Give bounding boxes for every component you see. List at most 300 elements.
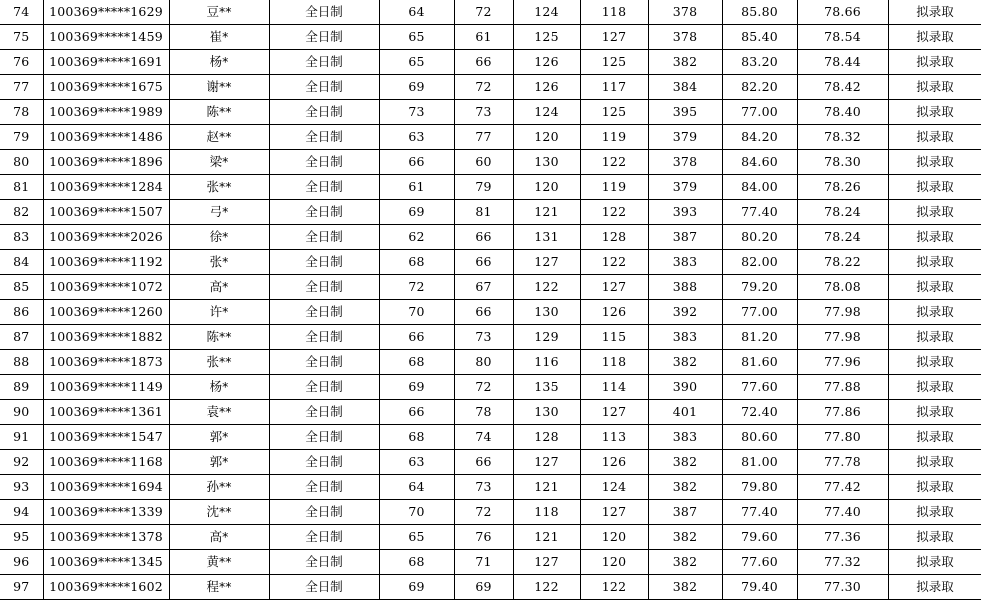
- score-politics-cell: 72: [379, 275, 454, 300]
- score-subject1-cell: 127: [513, 450, 580, 475]
- candidate-id-cell: 100369*****1339: [43, 500, 169, 525]
- initial-total-cell: 382: [648, 550, 722, 575]
- score-politics-cell: 63: [379, 450, 454, 475]
- score-subject1-cell: 121: [513, 525, 580, 550]
- candidate-id-cell: 100369*****1694: [43, 475, 169, 500]
- candidate-id-cell: 100369*****1072: [43, 275, 169, 300]
- study-mode-cell: 全日制: [269, 200, 379, 225]
- candidate-id-cell: 100369*****1345: [43, 550, 169, 575]
- score-foreign-lang-cell: 60: [454, 150, 513, 175]
- candidate-id-cell: 100369*****1260: [43, 300, 169, 325]
- score-subject1-cell: 118: [513, 500, 580, 525]
- score-foreign-lang-cell: 74: [454, 425, 513, 450]
- candidate-id-cell: 100369*****1873: [43, 350, 169, 375]
- table-row: [0, 475, 981, 500]
- final-score-cell: 77.98: [797, 325, 888, 350]
- score-subject2-cell: 122: [580, 575, 648, 600]
- admission-status-cell: 拟录取: [888, 0, 981, 25]
- study-mode-cell: 全日制: [269, 250, 379, 275]
- candidate-id-cell: 100369*****1149: [43, 375, 169, 400]
- seq-cell: 85: [0, 275, 43, 300]
- candidate-id-cell: 100369*****1547: [43, 425, 169, 450]
- interview-score-cell: 81.00: [722, 450, 797, 475]
- score-subject1-cell: 124: [513, 100, 580, 125]
- score-subject2-cell: 118: [580, 0, 648, 25]
- score-politics-cell: 73: [379, 100, 454, 125]
- name-cell: 袁**: [169, 400, 269, 425]
- initial-total-cell: 378: [648, 25, 722, 50]
- initial-total-cell: 401: [648, 400, 722, 425]
- initial-total-cell: 382: [648, 475, 722, 500]
- score-subject1-cell: 122: [513, 275, 580, 300]
- interview-score-cell: 84.00: [722, 175, 797, 200]
- score-politics-cell: 68: [379, 250, 454, 275]
- interview-score-cell: 80.60: [722, 425, 797, 450]
- seq-cell: 94: [0, 500, 43, 525]
- study-mode-cell: 全日制: [269, 525, 379, 550]
- score-subject2-cell: 115: [580, 325, 648, 350]
- name-cell: 崔*: [169, 25, 269, 50]
- score-politics-cell: 69: [379, 575, 454, 600]
- admission-status-cell: 拟录取: [888, 400, 981, 425]
- score-subject1-cell: 121: [513, 475, 580, 500]
- score-foreign-lang-cell: 66: [454, 225, 513, 250]
- admission-status-cell: 拟录取: [888, 275, 981, 300]
- name-cell: 张**: [169, 350, 269, 375]
- score-politics-cell: 70: [379, 300, 454, 325]
- study-mode-cell: 全日制: [269, 325, 379, 350]
- seq-cell: 92: [0, 450, 43, 475]
- score-politics-cell: 65: [379, 525, 454, 550]
- candidate-id-cell: 100369*****2026: [43, 225, 169, 250]
- interview-score-cell: 85.80: [722, 0, 797, 25]
- admission-status-cell: 拟录取: [888, 200, 981, 225]
- initial-total-cell: 383: [648, 250, 722, 275]
- final-score-cell: 78.42: [797, 75, 888, 100]
- score-foreign-lang-cell: 66: [454, 50, 513, 75]
- admission-status-cell: 拟录取: [888, 500, 981, 525]
- table-row: [0, 50, 981, 75]
- table-row: [0, 375, 981, 400]
- name-cell: 弓*: [169, 200, 269, 225]
- score-subject1-cell: 121: [513, 200, 580, 225]
- name-cell: 陈**: [169, 325, 269, 350]
- score-subject2-cell: 114: [580, 375, 648, 400]
- score-politics-cell: 68: [379, 550, 454, 575]
- score-foreign-lang-cell: 72: [454, 375, 513, 400]
- name-cell: 程**: [169, 575, 269, 600]
- study-mode-cell: 全日制: [269, 150, 379, 175]
- table-row: [0, 125, 981, 150]
- score-subject2-cell: 127: [580, 400, 648, 425]
- interview-score-cell: 77.60: [722, 375, 797, 400]
- seq-cell: 91: [0, 425, 43, 450]
- admission-status-cell: 拟录取: [888, 125, 981, 150]
- admission-status-cell: 拟录取: [888, 325, 981, 350]
- admission-status-cell: 拟录取: [888, 150, 981, 175]
- seq-cell: 90: [0, 400, 43, 425]
- table-row: [0, 150, 981, 175]
- admission-status-cell: 拟录取: [888, 225, 981, 250]
- table-row: [0, 75, 981, 100]
- name-cell: 张*: [169, 250, 269, 275]
- score-subject2-cell: 126: [580, 450, 648, 475]
- table-row: [0, 525, 981, 550]
- score-politics-cell: 69: [379, 375, 454, 400]
- candidate-id-cell: 100369*****1284: [43, 175, 169, 200]
- table-row: [0, 300, 981, 325]
- seq-cell: 77: [0, 75, 43, 100]
- admission-status-cell: 拟录取: [888, 525, 981, 550]
- table-row: [0, 550, 981, 575]
- candidate-id-cell: 100369*****1378: [43, 525, 169, 550]
- table-row: [0, 0, 981, 25]
- score-subject1-cell: 120: [513, 125, 580, 150]
- study-mode-cell: 全日制: [269, 450, 379, 475]
- seq-cell: 88: [0, 350, 43, 375]
- study-mode-cell: 全日制: [269, 75, 379, 100]
- name-cell: 豆**: [169, 0, 269, 25]
- score-subject1-cell: 129: [513, 325, 580, 350]
- initial-total-cell: 392: [648, 300, 722, 325]
- initial-total-cell: 387: [648, 500, 722, 525]
- initial-total-cell: 378: [648, 0, 722, 25]
- seq-cell: 95: [0, 525, 43, 550]
- seq-cell: 87: [0, 325, 43, 350]
- score-subject1-cell: 130: [513, 300, 580, 325]
- score-subject2-cell: 122: [580, 200, 648, 225]
- admission-status-cell: 拟录取: [888, 575, 981, 600]
- name-cell: 杨*: [169, 50, 269, 75]
- admission-status-cell: 拟录取: [888, 375, 981, 400]
- admission-status-cell: 拟录取: [888, 350, 981, 375]
- score-subject1-cell: 130: [513, 400, 580, 425]
- initial-total-cell: 378: [648, 150, 722, 175]
- interview-score-cell: 77.60: [722, 550, 797, 575]
- score-subject1-cell: 120: [513, 175, 580, 200]
- score-subject2-cell: 117: [580, 75, 648, 100]
- score-subject2-cell: 122: [580, 150, 648, 175]
- candidate-id-cell: 100369*****1896: [43, 150, 169, 175]
- score-politics-cell: 70: [379, 500, 454, 525]
- name-cell: 梁*: [169, 150, 269, 175]
- study-mode-cell: 全日制: [269, 25, 379, 50]
- name-cell: 陈**: [169, 100, 269, 125]
- interview-score-cell: 84.20: [722, 125, 797, 150]
- study-mode-cell: 全日制: [269, 400, 379, 425]
- final-score-cell: 78.24: [797, 225, 888, 250]
- initial-total-cell: 382: [648, 525, 722, 550]
- initial-total-cell: 388: [648, 275, 722, 300]
- initial-total-cell: 382: [648, 575, 722, 600]
- name-cell: 高*: [169, 525, 269, 550]
- study-mode-cell: 全日制: [269, 375, 379, 400]
- candidate-id-cell: 100369*****1691: [43, 50, 169, 75]
- initial-total-cell: 383: [648, 325, 722, 350]
- score-foreign-lang-cell: 73: [454, 325, 513, 350]
- score-subject2-cell: 119: [580, 175, 648, 200]
- interview-score-cell: 80.20: [722, 225, 797, 250]
- score-subject2-cell: 127: [580, 500, 648, 525]
- final-score-cell: 78.54: [797, 25, 888, 50]
- score-politics-cell: 65: [379, 25, 454, 50]
- name-cell: 黄**: [169, 550, 269, 575]
- candidate-id-cell: 100369*****1629: [43, 0, 169, 25]
- table-row: [0, 225, 981, 250]
- score-politics-cell: 68: [379, 350, 454, 375]
- score-subject2-cell: 128: [580, 225, 648, 250]
- score-subject1-cell: 122: [513, 575, 580, 600]
- score-subject2-cell: 120: [580, 550, 648, 575]
- admission-status-cell: 拟录取: [888, 50, 981, 75]
- score-politics-cell: 69: [379, 75, 454, 100]
- final-score-cell: 77.36: [797, 525, 888, 550]
- final-score-cell: 78.08: [797, 275, 888, 300]
- score-subject1-cell: 126: [513, 50, 580, 75]
- initial-total-cell: 382: [648, 350, 722, 375]
- table-row: [0, 400, 981, 425]
- score-foreign-lang-cell: 67: [454, 275, 513, 300]
- initial-total-cell: 382: [648, 50, 722, 75]
- study-mode-cell: 全日制: [269, 300, 379, 325]
- candidate-id-cell: 100369*****1168: [43, 450, 169, 475]
- initial-total-cell: 395: [648, 100, 722, 125]
- interview-score-cell: 77.00: [722, 100, 797, 125]
- score-foreign-lang-cell: 81: [454, 200, 513, 225]
- study-mode-cell: 全日制: [269, 0, 379, 25]
- final-score-cell: 78.26: [797, 175, 888, 200]
- seq-cell: 79: [0, 125, 43, 150]
- seq-cell: 80: [0, 150, 43, 175]
- score-politics-cell: 64: [379, 475, 454, 500]
- candidate-id-cell: 100369*****1507: [43, 200, 169, 225]
- table-row: [0, 100, 981, 125]
- score-foreign-lang-cell: 76: [454, 525, 513, 550]
- score-foreign-lang-cell: 80: [454, 350, 513, 375]
- final-score-cell: 78.66: [797, 0, 888, 25]
- score-politics-cell: 66: [379, 400, 454, 425]
- interview-score-cell: 82.00: [722, 250, 797, 275]
- table-row: [0, 250, 981, 275]
- name-cell: 沈**: [169, 500, 269, 525]
- study-mode-cell: 全日制: [269, 550, 379, 575]
- admission-status-cell: 拟录取: [888, 450, 981, 475]
- study-mode-cell: 全日制: [269, 275, 379, 300]
- score-subject1-cell: 125: [513, 25, 580, 50]
- score-politics-cell: 68: [379, 425, 454, 450]
- candidate-id-cell: 100369*****1989: [43, 100, 169, 125]
- initial-total-cell: 379: [648, 175, 722, 200]
- final-score-cell: 78.30: [797, 150, 888, 175]
- score-foreign-lang-cell: 78: [454, 400, 513, 425]
- name-cell: 郭*: [169, 450, 269, 475]
- score-subject1-cell: 127: [513, 550, 580, 575]
- score-foreign-lang-cell: 77: [454, 125, 513, 150]
- seq-cell: 84: [0, 250, 43, 275]
- score-foreign-lang-cell: 73: [454, 475, 513, 500]
- name-cell: 孙**: [169, 475, 269, 500]
- initial-total-cell: 387: [648, 225, 722, 250]
- table-row: [0, 275, 981, 300]
- initial-total-cell: 383: [648, 425, 722, 450]
- study-mode-cell: 全日制: [269, 575, 379, 600]
- final-score-cell: 78.24: [797, 200, 888, 225]
- name-cell: 谢**: [169, 75, 269, 100]
- score-foreign-lang-cell: 71: [454, 550, 513, 575]
- interview-score-cell: 79.40: [722, 575, 797, 600]
- study-mode-cell: 全日制: [269, 425, 379, 450]
- score-subject1-cell: 131: [513, 225, 580, 250]
- study-mode-cell: 全日制: [269, 500, 379, 525]
- score-subject2-cell: 127: [580, 275, 648, 300]
- final-score-cell: 77.32: [797, 550, 888, 575]
- seq-cell: 82: [0, 200, 43, 225]
- final-score-cell: 77.40: [797, 500, 888, 525]
- score-foreign-lang-cell: 61: [454, 25, 513, 50]
- score-foreign-lang-cell: 66: [454, 250, 513, 275]
- score-foreign-lang-cell: 79: [454, 175, 513, 200]
- score-subject1-cell: 130: [513, 150, 580, 175]
- initial-total-cell: 393: [648, 200, 722, 225]
- study-mode-cell: 全日制: [269, 50, 379, 75]
- initial-total-cell: 384: [648, 75, 722, 100]
- seq-cell: 75: [0, 25, 43, 50]
- seq-cell: 97: [0, 575, 43, 600]
- score-foreign-lang-cell: 72: [454, 500, 513, 525]
- final-score-cell: 78.44: [797, 50, 888, 75]
- score-politics-cell: 69: [379, 200, 454, 225]
- final-score-cell: 77.80: [797, 425, 888, 450]
- interview-score-cell: 77.00: [722, 300, 797, 325]
- study-mode-cell: 全日制: [269, 475, 379, 500]
- seq-cell: 89: [0, 375, 43, 400]
- score-politics-cell: 66: [379, 150, 454, 175]
- score-politics-cell: 64: [379, 0, 454, 25]
- score-foreign-lang-cell: 72: [454, 0, 513, 25]
- final-score-cell: 77.96: [797, 350, 888, 375]
- final-score-cell: 78.40: [797, 100, 888, 125]
- name-cell: 许*: [169, 300, 269, 325]
- final-score-cell: 77.42: [797, 475, 888, 500]
- score-foreign-lang-cell: 66: [454, 450, 513, 475]
- name-cell: 张**: [169, 175, 269, 200]
- score-subject2-cell: 113: [580, 425, 648, 450]
- table-row: [0, 450, 981, 475]
- seq-cell: 93: [0, 475, 43, 500]
- interview-score-cell: 79.60: [722, 525, 797, 550]
- candidate-id-cell: 100369*****1192: [43, 250, 169, 275]
- seq-cell: 83: [0, 225, 43, 250]
- score-subject2-cell: 118: [580, 350, 648, 375]
- name-cell: 徐*: [169, 225, 269, 250]
- score-subject2-cell: 125: [580, 100, 648, 125]
- interview-score-cell: 79.80: [722, 475, 797, 500]
- interview-score-cell: 83.20: [722, 50, 797, 75]
- score-subject2-cell: 126: [580, 300, 648, 325]
- interview-score-cell: 77.40: [722, 500, 797, 525]
- score-foreign-lang-cell: 66: [454, 300, 513, 325]
- candidate-id-cell: 100369*****1602: [43, 575, 169, 600]
- table-row: [0, 425, 981, 450]
- candidate-id-cell: 100369*****1675: [43, 75, 169, 100]
- score-politics-cell: 66: [379, 325, 454, 350]
- score-politics-cell: 63: [379, 125, 454, 150]
- admission-status-cell: 拟录取: [888, 475, 981, 500]
- score-subject1-cell: 127: [513, 250, 580, 275]
- table-row: [0, 175, 981, 200]
- final-score-cell: 78.22: [797, 250, 888, 275]
- interview-score-cell: 81.60: [722, 350, 797, 375]
- interview-score-cell: 72.40: [722, 400, 797, 425]
- admission-status-cell: 拟录取: [888, 25, 981, 50]
- final-score-cell: 77.88: [797, 375, 888, 400]
- final-score-cell: 78.32: [797, 125, 888, 150]
- candidate-id-cell: 100369*****1361: [43, 400, 169, 425]
- study-mode-cell: 全日制: [269, 175, 379, 200]
- seq-cell: 76: [0, 50, 43, 75]
- name-cell: 杨*: [169, 375, 269, 400]
- table-row: [0, 350, 981, 375]
- admission-status-cell: 拟录取: [888, 250, 981, 275]
- score-foreign-lang-cell: 73: [454, 100, 513, 125]
- score-foreign-lang-cell: 69: [454, 575, 513, 600]
- final-score-cell: 77.78: [797, 450, 888, 475]
- score-subject1-cell: 126: [513, 75, 580, 100]
- admission-status-cell: 拟录取: [888, 425, 981, 450]
- interview-score-cell: 84.60: [722, 150, 797, 175]
- score-subject2-cell: 124: [580, 475, 648, 500]
- score-subject1-cell: 124: [513, 0, 580, 25]
- score-subject2-cell: 120: [580, 525, 648, 550]
- table-row: [0, 200, 981, 225]
- interview-score-cell: 82.20: [722, 75, 797, 100]
- score-subject1-cell: 116: [513, 350, 580, 375]
- interview-score-cell: 85.40: [722, 25, 797, 50]
- interview-score-cell: 77.40: [722, 200, 797, 225]
- table-row: [0, 575, 981, 600]
- seq-cell: 74: [0, 0, 43, 25]
- table-row: [0, 25, 981, 50]
- interview-score-cell: 79.20: [722, 275, 797, 300]
- study-mode-cell: 全日制: [269, 100, 379, 125]
- admission-status-cell: 拟录取: [888, 550, 981, 575]
- final-score-cell: 77.98: [797, 300, 888, 325]
- admission-status-cell: 拟录取: [888, 300, 981, 325]
- score-politics-cell: 62: [379, 225, 454, 250]
- candidate-id-cell: 100369*****1459: [43, 25, 169, 50]
- score-subject1-cell: 135: [513, 375, 580, 400]
- score-subject1-cell: 128: [513, 425, 580, 450]
- score-politics-cell: 61: [379, 175, 454, 200]
- table-row: [0, 500, 981, 525]
- final-score-cell: 77.30: [797, 575, 888, 600]
- score-politics-cell: 65: [379, 50, 454, 75]
- score-subject2-cell: 125: [580, 50, 648, 75]
- admission-status-cell: 拟录取: [888, 175, 981, 200]
- seq-cell: 96: [0, 550, 43, 575]
- seq-cell: 81: [0, 175, 43, 200]
- name-cell: 赵**: [169, 125, 269, 150]
- study-mode-cell: 全日制: [269, 225, 379, 250]
- initial-total-cell: 382: [648, 450, 722, 475]
- table-row: [0, 325, 981, 350]
- score-subject2-cell: 127: [580, 25, 648, 50]
- seq-cell: 78: [0, 100, 43, 125]
- study-mode-cell: 全日制: [269, 125, 379, 150]
- initial-total-cell: 379: [648, 125, 722, 150]
- name-cell: 高*: [169, 275, 269, 300]
- score-subject2-cell: 122: [580, 250, 648, 275]
